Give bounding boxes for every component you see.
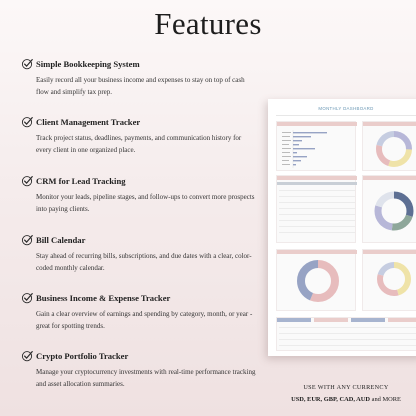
dashboard-preview: [268, 99, 416, 356]
donut-chart: [295, 258, 341, 304]
transactions-table-panel: [276, 175, 356, 243]
currency-codes: USD, EUR, GBP, CAD, AUD: [291, 396, 371, 403]
cashflow-donut-panel: [276, 249, 356, 311]
summary-tables-panel: [276, 317, 416, 351]
feature-item-income-expense: [21, 291, 253, 332]
currency-note: USE WITH ANY CURRENCY: [303, 384, 389, 391]
feature-item-crypto: [21, 349, 256, 390]
feature-name: Crypto Portfolio Tracker: [36, 351, 129, 361]
feature-name: Client Management Tracker: [36, 117, 141, 127]
currency-list: [268, 396, 416, 403]
feature-item-crm: [21, 174, 253, 215]
feature-description: Track project status, deadlines, payments, and communication history for every client in one organized place.: [36, 134, 242, 154]
category-donut-panel: [362, 175, 416, 243]
feature-name: Business Income & Expense Tracker: [36, 293, 171, 303]
feature-description: Stay ahead of recurring bills, subscriptions, and due dates with a clear, color-coded monthly calendar.: [36, 252, 252, 272]
donut-chart: [375, 260, 413, 298]
check-icon: [21, 234, 33, 246]
feature-name: Simple Bookkeeping System: [36, 59, 140, 69]
check-icon: [21, 58, 33, 70]
check-icon: [21, 292, 33, 304]
donut-chart: [375, 130, 413, 168]
feature-name: Bill Calendar: [36, 235, 86, 245]
feature-description: Easily record all your business income and expenses to stay on top of cash flow and simplify tax prep.: [36, 76, 245, 96]
divider: [276, 115, 416, 116]
currency-more: and MORE: [370, 396, 401, 403]
dashboard-title: MONTHLY DASHBOARD: [318, 106, 374, 111]
horizontal-bar-chart: [281, 130, 353, 170]
page-title: Features: [154, 6, 262, 41]
feature-description: Monitor your leads, pipeline stages, and follow-ups to convert more prospects into paying clients.: [36, 193, 255, 213]
income-chart-panel: [276, 121, 356, 171]
check-icon: [21, 116, 33, 128]
feature-description: Manage your cryptocurrency investments with real-time performance tracking and asset allocation summaries.: [36, 368, 256, 388]
feature-item-bill-calendar: [21, 233, 253, 274]
feature-item-client-management: [21, 115, 253, 156]
savings-donut-panel: [362, 249, 416, 311]
feature-item-bookkeeping: [21, 57, 253, 98]
donut-chart: [373, 190, 415, 232]
check-icon: [21, 350, 33, 362]
feature-description: Gain a clear overview of earnings and spending by category, month, or year - great for spotting trends.: [36, 310, 253, 330]
expense-donut-panel: [362, 121, 416, 171]
feature-name: CRM for Lead Tracking: [36, 176, 126, 186]
check-icon: [21, 175, 33, 187]
